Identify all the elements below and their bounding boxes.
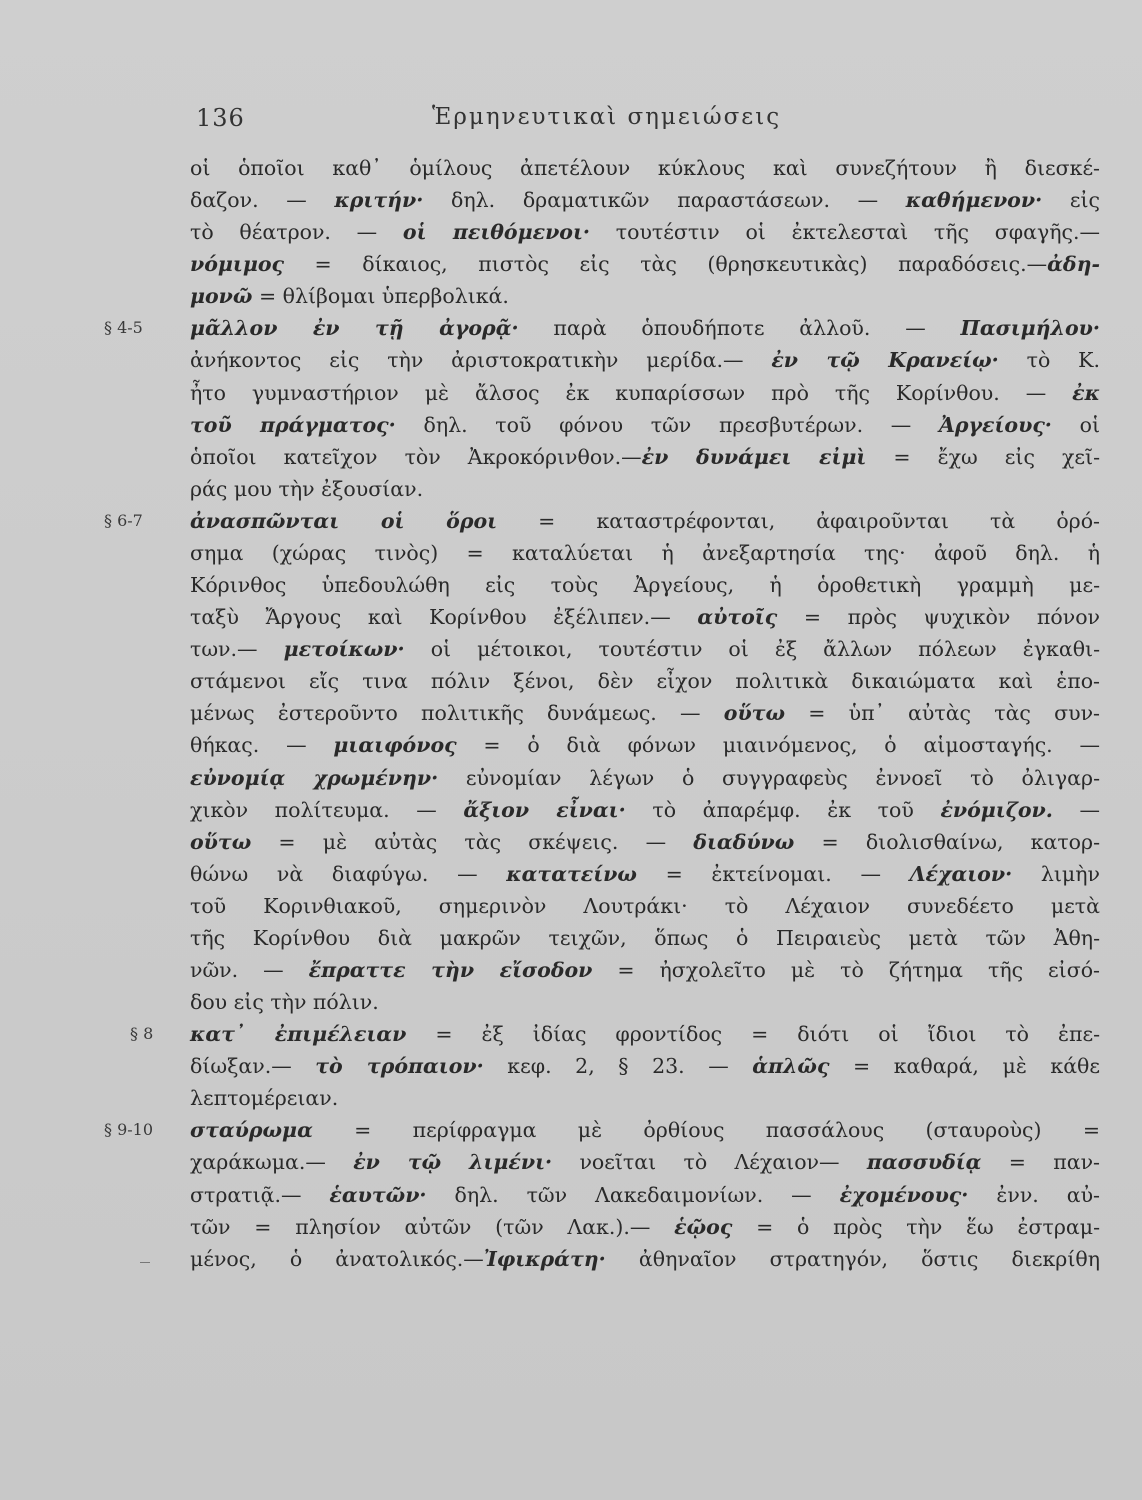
gloss-text: τοῦ Κορινθιακοῦ, σημερινὸν Λουτράκι· τὸ Λέχαιον συνεδέετο μετὰ (190, 893, 1100, 918)
lemma: Πασιμήλου· (960, 316, 1100, 341)
text-line (190, 312, 1100, 344)
gloss-text: = ἐξ ἰδίας φροντίδος = διότι οἱ ἴδιοι τὸ ἐπε- (406, 1022, 1100, 1047)
gloss-text: = ἔχω εἰς χεῖ- (866, 444, 1100, 469)
gloss-text: θώνω νὰ διαφύγω. — (190, 861, 507, 886)
gloss-text: ταξὺ Ἄργους καὶ Κορίνθου ἐξέλιπεν.— (190, 605, 698, 630)
lemma: πασσυδίᾳ (866, 1150, 982, 1175)
lemma: ἑῷος (674, 1214, 733, 1239)
text-line (190, 601, 1100, 633)
text-line (190, 184, 1100, 216)
gloss-text: χαράκωμα.— (190, 1150, 354, 1175)
text-line (190, 729, 1100, 761)
gloss-text: = παν- (981, 1150, 1100, 1175)
lemma: νόμιμος (190, 252, 284, 277)
gloss-text: δαζον. — (190, 188, 335, 213)
text-line (190, 890, 1100, 922)
gloss-text: δηλ. δραματικῶν παραστάσεων. — (423, 188, 906, 213)
text-line (190, 794, 1100, 826)
lemma: ἐχομένους· (839, 1182, 969, 1207)
text-line (190, 858, 1100, 890)
running-title: Ἑρμηνευτικαὶ σημειώσεις (432, 104, 782, 130)
lemma: μετοίκων· (283, 637, 405, 662)
gloss-text: λιμὴν (1012, 861, 1100, 886)
gloss-text: τὸ Κ. (998, 348, 1100, 373)
gloss-text: δηλ. τοῦ φόνου τῶν πρεσβυτέρων. — (395, 412, 939, 437)
gloss-text: των.— (190, 637, 284, 662)
gloss-text: τὸ ἀπαρέμφ. ἐκ τοῦ (625, 797, 941, 822)
text-line (190, 1114, 1100, 1146)
text-line (190, 954, 1100, 986)
text-line (190, 762, 1100, 794)
lemma: κατατείνω (506, 861, 637, 886)
gloss-text: μένως ἐστεροῦντο πολιτικῆς δυνάμεως. — (190, 701, 724, 726)
gloss-text: = ἐκτείνομαι. — (636, 861, 910, 886)
text-line (190, 537, 1100, 569)
gloss-text: = δίκαιος, πιστὸς εἰς τὰς (θρησκευτικὰς) παραδόσεις.— (283, 252, 1048, 277)
gloss-text: = ἠσχολεῖτο μὲ τὸ ζήτημα τῆς εἰσό- (592, 958, 1100, 982)
gloss-text: θήκας. — (190, 733, 334, 758)
lemma: ἄξιον εἶναι· (463, 797, 626, 822)
gloss-text: λεπτομέρειαν. (190, 1086, 339, 1111)
lemma: ἐκ (1072, 380, 1100, 405)
lemma: ἀνασπῶνται οἱ ὅροι (190, 508, 498, 533)
gloss-text: ἦτο γυμναστήριον μὲ ἄλσος ἐκ κυπαρίσσων πρὸ τῆς Κορίνθου. — (190, 380, 1073, 405)
gloss-text: = μὲ αὐτὰς τὰς σκέψεις. — (251, 829, 694, 854)
margin-mark (140, 1262, 150, 1263)
gloss-text: = καθαρά, μὲ κάθε (829, 1054, 1100, 1079)
gloss-text: στρατιᾷ.— (190, 1182, 330, 1207)
text-line (190, 569, 1100, 601)
text-line (190, 1146, 1100, 1178)
text-line (190, 441, 1100, 473)
text-line (190, 826, 1100, 858)
text-line (190, 633, 1100, 665)
text-line (190, 377, 1100, 409)
gloss-text: — (1052, 797, 1101, 822)
page-number: 136 (196, 104, 245, 132)
gloss-text: παρὰ ὁπουδήποτε ἀλλοῦ. — (518, 316, 961, 341)
text-line (190, 1179, 1100, 1211)
gloss-text: μένος, ὁ ἀνατολικός.— (190, 1246, 484, 1271)
gloss-text: = θλίβομαι ὑπερβολικά. (252, 284, 509, 309)
text-line (190, 248, 1100, 280)
gloss-text: σημα (χώρας τινὸς) = καταλύεται ἡ ἀνεξαρτησία της· ἀφοῦ δηλ. ἡ (190, 540, 1100, 565)
lemma: ἔπραττε τὴν εἴσοδον (308, 958, 593, 982)
gloss-text: = ὁ διὰ φόνων μιαινόμενος, ὁ αἱμοσταγής. — (456, 733, 1100, 758)
lemma: μιαιφόνος (333, 733, 457, 758)
lemma: κριτήν· (334, 188, 424, 213)
gloss-text: δίωξαν.— (190, 1054, 316, 1079)
gloss-text: ἀνήκοντος εἰς τὴν ἀριστοκρατικὴν μερίδα.— (190, 348, 772, 373)
gloss-text: = πρὸς ψυχικὸν πόνον (777, 605, 1100, 630)
lemma: Λέχαιον· (909, 861, 1013, 886)
lemma: καθήμενον· (905, 188, 1043, 213)
lemma: οὕτω (190, 829, 252, 854)
text-line (190, 922, 1100, 954)
gloss-text: δου εἰς τὴν πόλιν. (190, 990, 379, 1015)
lemma: Ἰφικράτη· (483, 1246, 606, 1271)
gloss-text: Κόρινθος ὑπεδουλώθη εἰς τοὺς Ἀργείους, ἡ ὁροθετικὴ γραμμὴ με- (190, 573, 1100, 598)
gloss-text: εἰς (1042, 188, 1101, 213)
lemma: σταύρωμα (190, 1118, 313, 1143)
lemma: ἀδη- (1047, 252, 1100, 277)
lemma: μᾶλλον ἐν τῇ ἀγορᾷ· (190, 316, 519, 341)
lemma: ἐνόμιζον. (940, 797, 1053, 822)
gloss-text: = ὁ πρὸς τὴν ἕω ἐστραμ- (732, 1214, 1101, 1239)
lemma: ἐν δυνάμει εἰμὶ (641, 444, 867, 469)
gloss-text: = διολισθαίνω, κατορ- (794, 829, 1100, 854)
page-header (196, 104, 846, 144)
gloss-text: = περίφραγμα μὲ ὀρθίους πασσάλους (σταυροὺς) = (312, 1118, 1100, 1143)
gloss-text: ράς μου τὴν ἐξουσίαν. (190, 476, 424, 501)
gloss-text: = καταστρέφονται, ἀφαιροῦνται τὰ ὁρό- (497, 508, 1100, 533)
text-line (190, 280, 1100, 312)
gloss-text: τὸ θέατρον. — (190, 220, 403, 245)
gloss-text: οἱ ὁποῖοι καθ᾽ ὁμίλους ἀπετέλουν κύκλους καὶ συνεζήτουν ἢ διεσκέ- (190, 156, 1100, 180)
gloss-text: στάμενοι εἴς τινα πόλιν ξένοι, δὲν εἶχον πολιτικὰ δικαιώματα καὶ ἑπο- (190, 669, 1100, 694)
lemma: κατ᾽ ἐπιμέλειαν (190, 1022, 407, 1047)
gloss-text: δηλ. τῶν Λακεδαιμονίων. — (426, 1182, 840, 1207)
gloss-text: νοεῖται τὸ Λέχαιον— (552, 1150, 867, 1175)
text-line (190, 986, 1100, 1018)
gloss-text: τῆς Κορίνθου διὰ μακρῶν τειχῶν, ὅπως ὁ Πειραιεὺς μετὰ τῶν Ἀθη- (190, 925, 1100, 950)
gloss-text: χικὸν πολίτευμα. — (190, 797, 464, 822)
text-line (190, 152, 1100, 184)
lemma: ἑαυτῶν· (329, 1182, 427, 1207)
gloss-text: ἐνν. αὐ- (968, 1182, 1100, 1207)
text-line (190, 1050, 1100, 1082)
lemma: ἁπλῶς (752, 1054, 830, 1079)
gloss-text: εὐνομίαν λέγων ὁ συγγραφεὺς ἐννοεῖ τὸ ὀλιγαρ- (438, 765, 1100, 790)
text-line (190, 1243, 1100, 1275)
lemma: τὸ τρόπαιον· (315, 1054, 484, 1079)
section-marker: § 4-5 (104, 318, 143, 338)
section-marker: § 6-7 (104, 510, 143, 530)
lemma: ἐν τῷ Κρανείῳ· (771, 348, 999, 373)
gloss-text: ὁποῖοι κατεῖχον τὸν Ἀκροκόρινθον.— (190, 444, 642, 469)
text-line (190, 505, 1100, 537)
lemma: οὕτω (723, 701, 785, 726)
section-marker: § 8 (130, 1024, 154, 1044)
lemma: Ἀργείους· (938, 412, 1052, 437)
gloss-text: τουτέστιν οἱ ἐκτελεσταὶ τῆς σφαγῆς.— (590, 220, 1100, 245)
text-line (190, 409, 1100, 441)
lemma: μονῶ (190, 284, 253, 309)
text-line (190, 697, 1100, 729)
text-line (190, 473, 1100, 505)
text-line (190, 344, 1100, 376)
gloss-text: κεφ. 2, § 23. — (483, 1054, 753, 1079)
section-marker: § 9-10 (104, 1120, 154, 1140)
lemma: αὐτοῖς (697, 605, 778, 630)
gloss-text: ἀθηναῖον στρατηγόν, ὅστις διεκρίθη (605, 1246, 1100, 1271)
text-line (190, 216, 1100, 248)
lemma: ἐν τῷ λιμένι· (353, 1150, 553, 1175)
lemma: οἱ πειθόμενοι· (402, 220, 591, 245)
gloss-text: τῶν = πλησίον αὐτῶν (τῶν Λακ.).— (190, 1214, 675, 1239)
text-line (190, 1211, 1100, 1243)
text-line (190, 1082, 1100, 1114)
lemma: διαδύνω (693, 829, 795, 854)
gloss-text: οἱ μέτοικοι, τουτέστιν οἱ ἐξ ἄλλων πόλεων ἐγκαθι- (404, 637, 1100, 662)
lemma: τοῦ πράγματος· (190, 412, 396, 437)
lemma: εὐνομίᾳ χρωμένην· (190, 765, 439, 790)
gloss-text: νῶν. — (190, 958, 309, 982)
text-line (190, 665, 1100, 697)
gloss-text: = ὑπ᾽ αὐτὰς τὰς συν- (785, 701, 1100, 726)
text-line (190, 1018, 1100, 1050)
gloss-text: οἱ (1051, 412, 1101, 437)
